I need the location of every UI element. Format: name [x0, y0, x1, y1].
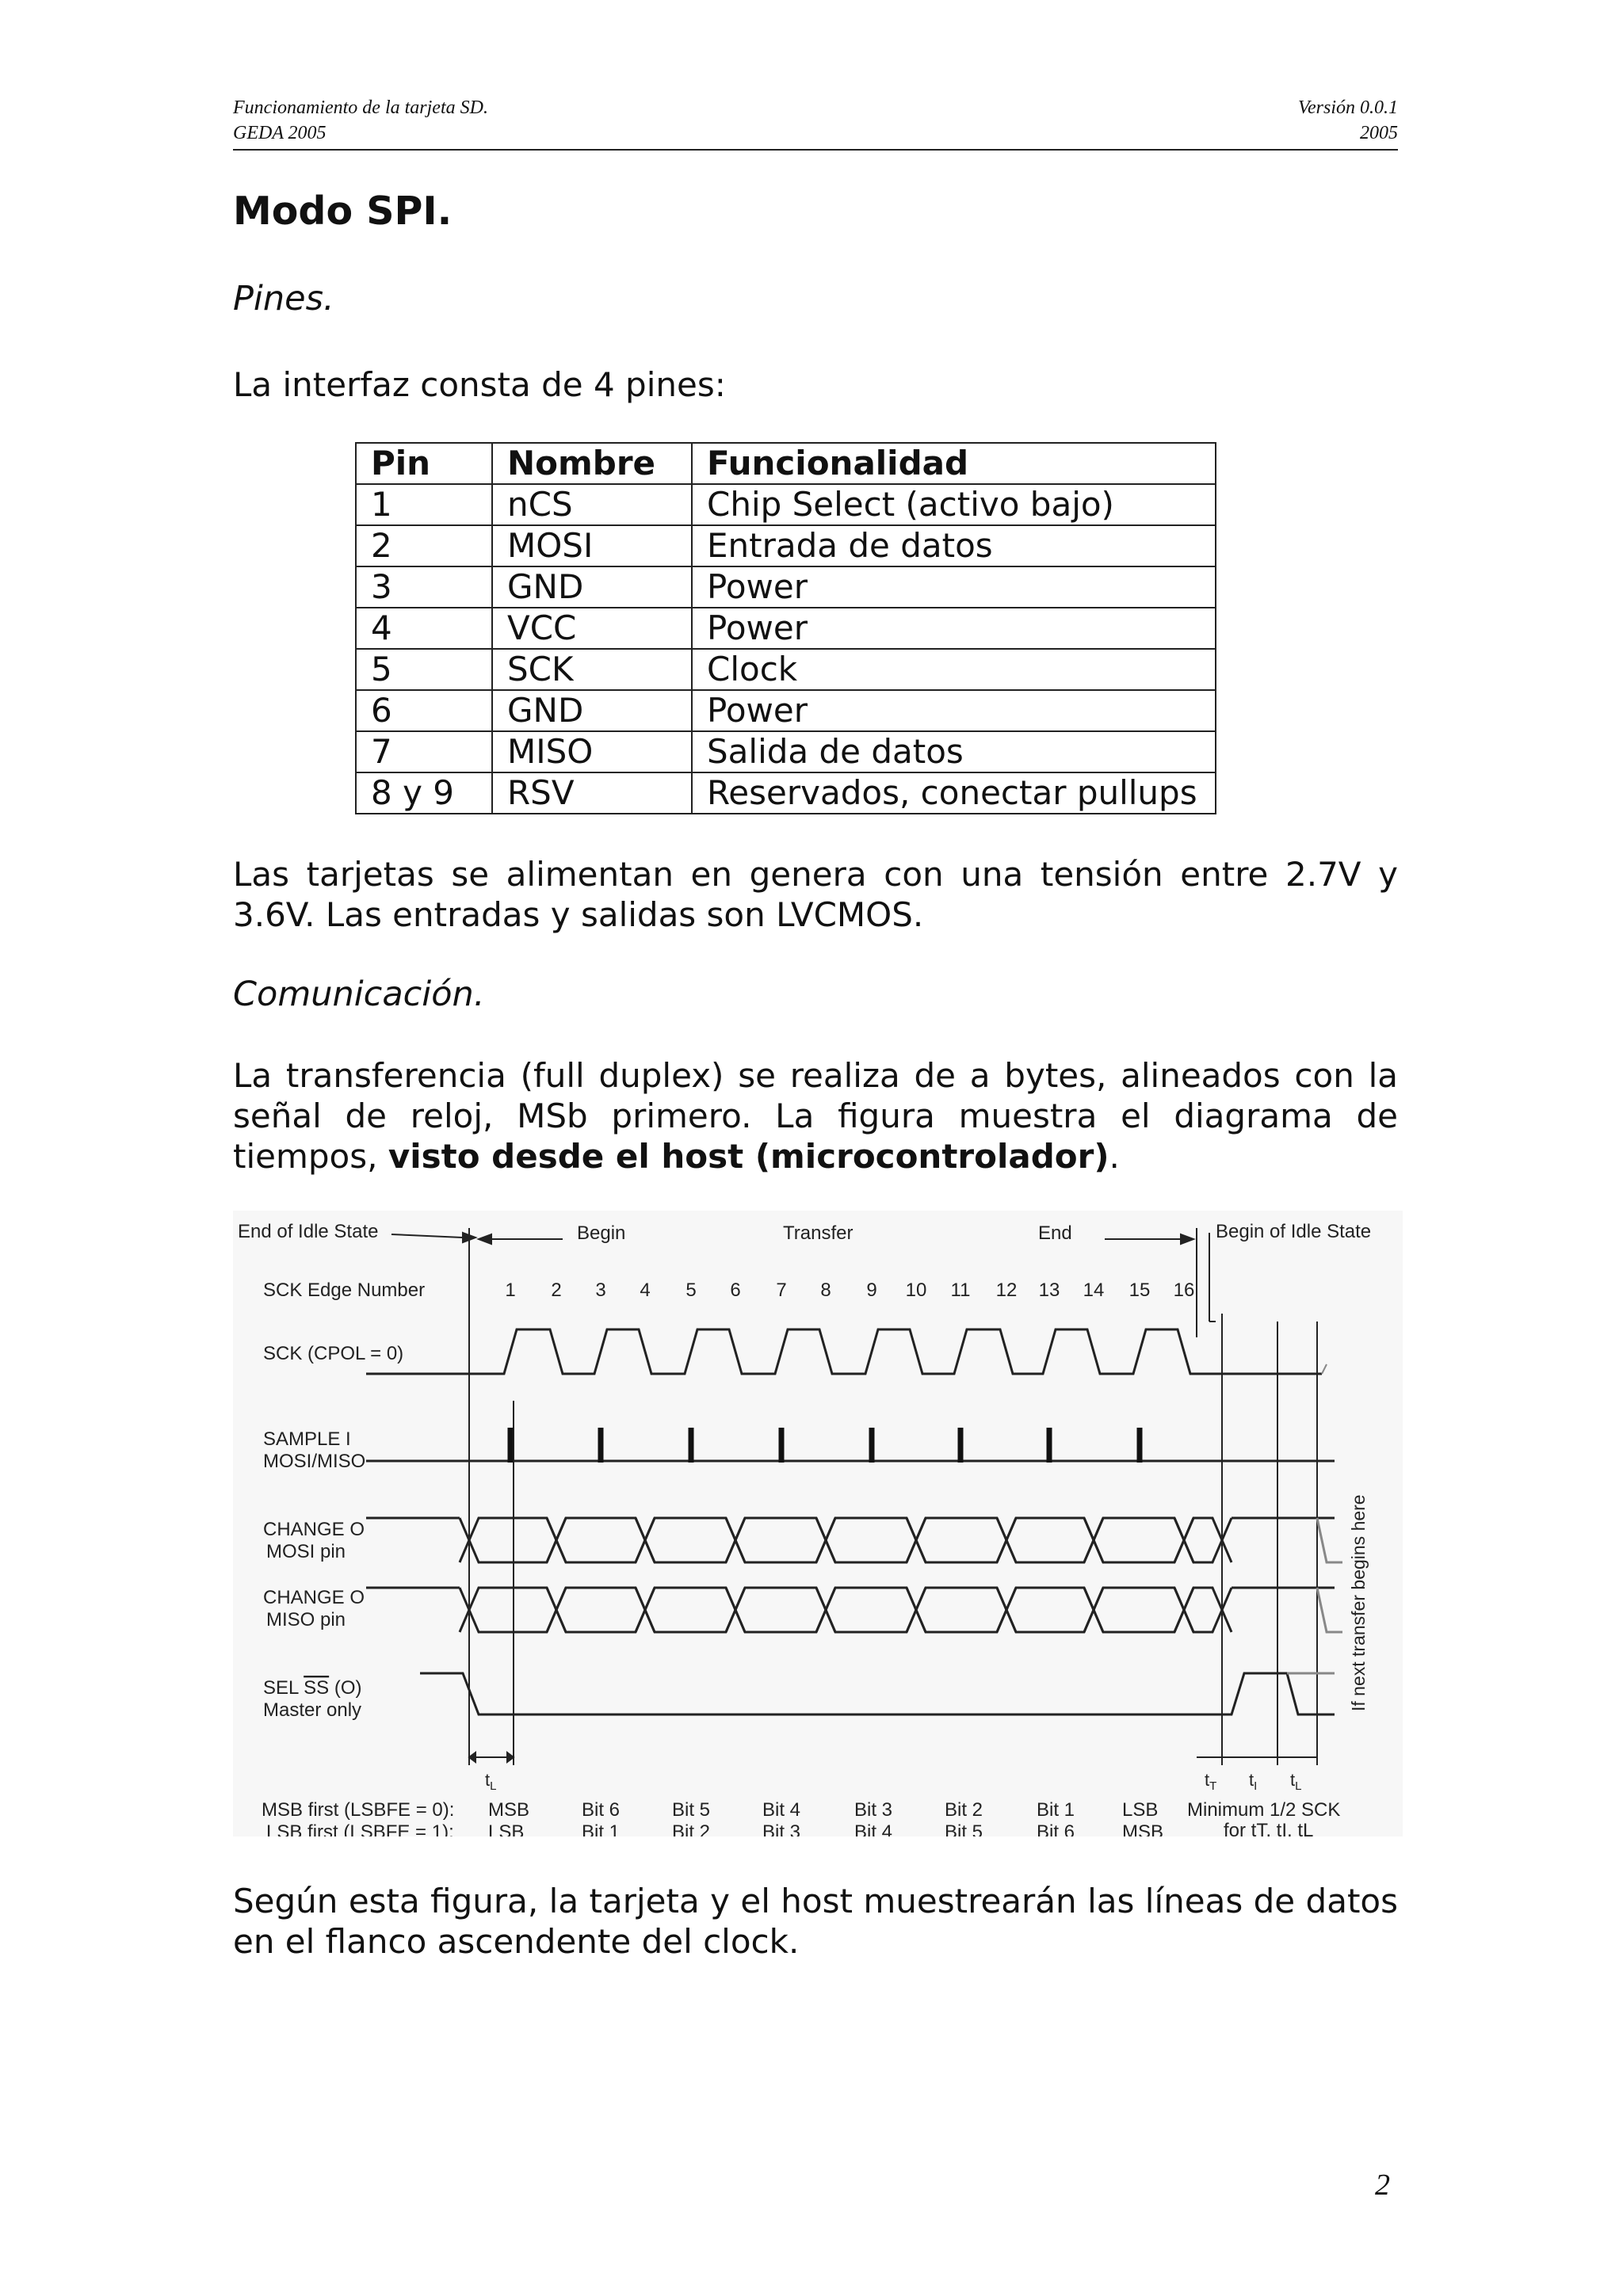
edge-numbers	[505, 1280, 1194, 1301]
lsb-bit-label: Bit 2	[672, 1821, 711, 1836]
edge-number: 1	[505, 1280, 516, 1301]
cell-funcion: Salida de datos	[692, 731, 1216, 772]
cell-funcion: Power	[692, 566, 1216, 608]
header-version: Versión 0.0.1	[1298, 97, 1398, 118]
msb-bit-label: Bit 6	[582, 1799, 621, 1821]
msb-bit-label: Bit 1	[1037, 1799, 1075, 1821]
msb-bit-label: LSB	[1122, 1799, 1159, 1821]
cell-funcion: Entrada de datos	[692, 525, 1216, 566]
cell-funcion: Power	[692, 690, 1216, 731]
sck-waveform	[366, 1329, 1322, 1374]
row-label-sel-2: Master only	[263, 1699, 362, 1721]
cell-nombre: GND	[492, 690, 692, 731]
table-row	[356, 484, 1216, 525]
cell-nombre: RSV	[492, 772, 692, 814]
cell-nombre: VCC	[492, 608, 692, 649]
lsb-bit-label: Bit 5	[945, 1821, 983, 1836]
edge-number: 16	[1173, 1280, 1195, 1301]
power-paragraph: Las tarjetas se alimentan en genera con una tensión entre 2.7V y 3.6V. Las entradas y salidas son LVCMOS.	[233, 855, 1398, 934]
header-year: 2005	[1360, 123, 1398, 143]
ti-label: $t_I$	[1249, 1770, 1258, 1793]
miso-bus	[366, 1588, 1342, 1632]
cell-funcion: Reservados, conectar pullups	[692, 772, 1216, 814]
sel-text-a: SEL	[263, 1677, 304, 1699]
cell-pin: 5	[356, 649, 492, 690]
edge-number: 4	[640, 1280, 651, 1301]
table-header-row	[356, 443, 1216, 484]
msb-bits	[488, 1799, 1158, 1821]
tl-right: $t_L$	[1290, 1770, 1302, 1793]
bus-segment	[1174, 1588, 1232, 1632]
timing-markers	[469, 1753, 1317, 1762]
lsb-bit-label: LSB	[488, 1821, 525, 1836]
min-sck-line2: for tT, tI, tL	[1224, 1820, 1314, 1836]
edge-number: 7	[776, 1280, 787, 1301]
msb-bit-label: MSB	[488, 1799, 530, 1821]
table-row	[356, 525, 1216, 566]
row-label-sample-1: SAMPLE I	[263, 1428, 351, 1450]
page-number: 2	[1375, 2168, 1390, 2202]
arrow-head	[1181, 1234, 1193, 1244]
row-label-sel	[263, 1677, 361, 1699]
edge-number: 13	[1038, 1280, 1060, 1301]
col-header-funcionalidad: Funcionalidad	[692, 443, 1216, 484]
bus-segment	[1174, 1518, 1232, 1562]
row-label-sck: SCK (CPOL = 0)	[263, 1343, 404, 1364]
col-header-nombre: Nombre	[492, 443, 692, 484]
bus-next	[1317, 1518, 1342, 1562]
cell-pin: 3	[356, 566, 492, 608]
edge-number: 2	[551, 1280, 562, 1301]
min-sck-line1: Minimum 1/2 SCK	[1187, 1799, 1341, 1821]
label-begin-idle: Begin of Idle State	[1216, 1221, 1372, 1242]
comm-text-start: La transferencia (full duplex) se realiza de a bytes, alineados con la señal de reloj, MSb primero. La figura muestra el diagrama de tiempos,	[233, 1056, 1398, 1176]
header-group: GEDA 2005	[233, 123, 327, 143]
cell-nombre: MOSI	[492, 525, 692, 566]
intro-text: La interfaz consta de 4 pines:	[233, 365, 726, 404]
edge-number: 3	[595, 1280, 606, 1301]
comm-text-bold: visto desde el host (microcontrolador)	[388, 1137, 1109, 1176]
sel-text-ss: SS	[304, 1677, 330, 1699]
bit-order	[262, 1799, 1340, 1836]
row-label-sck-edge: SCK Edge Number	[263, 1280, 426, 1301]
cell-pin: 7	[356, 731, 492, 772]
edge-number: 6	[730, 1280, 741, 1301]
table-row	[356, 566, 1216, 608]
page-header	[233, 95, 1398, 151]
header-doc-title: Funcionamiento de la tarjeta SD.	[233, 97, 488, 118]
cell-pin: 2	[356, 525, 492, 566]
subsection-comm: Comunicación.	[233, 974, 485, 1014]
section-title: Modo SPI.	[233, 189, 453, 234]
lsb-bit-label: Bit 4	[854, 1821, 893, 1836]
msb-bit-label: Bit 2	[945, 1799, 983, 1821]
row-label-mosi-1: CHANGE O	[263, 1519, 365, 1540]
spi-timing-diagram	[233, 1211, 1403, 1836]
cell-pin: 8 y 9	[356, 772, 492, 814]
table-row	[356, 608, 1216, 649]
sample-ticks	[510, 1428, 1140, 1463]
cell-pin: 6	[356, 690, 492, 731]
comm-paragraph	[233, 1055, 1398, 1177]
table-row	[356, 649, 1216, 690]
cell-nombre: SCK	[492, 649, 692, 690]
msb-bit-label: Bit 4	[762, 1799, 801, 1821]
cell-nombre: GND	[492, 566, 692, 608]
label-end: End	[1038, 1222, 1072, 1244]
cell-funcion: Clock	[692, 649, 1216, 690]
cell-nombre: MISO	[492, 731, 692, 772]
cell-funcion: Chip Select (activo bajo)	[692, 484, 1216, 525]
table-row	[356, 772, 1216, 814]
next-transfer-note: If next transfer begins here	[1348, 1494, 1369, 1711]
cell-pin: 1	[356, 484, 492, 525]
msb-first-label: MSB first (LSBFE = 0):	[262, 1799, 455, 1821]
subsection-pins: Pines.	[233, 279, 334, 318]
pin-table	[355, 442, 1216, 814]
edge-number: 12	[995, 1280, 1018, 1301]
msb-bit-label: Bit 5	[672, 1799, 711, 1821]
tt-label: $t_T$	[1205, 1770, 1217, 1793]
arrow-head	[479, 1234, 491, 1244]
row-label-miso-2: MISO pin	[266, 1609, 346, 1630]
timing-labels	[485, 1770, 1301, 1793]
cell-pin: 4	[356, 608, 492, 649]
comm-text-end: .	[1109, 1137, 1120, 1176]
tl-left: $t_L$	[485, 1770, 497, 1793]
edge-number: 8	[820, 1280, 831, 1301]
ss-waveform	[420, 1673, 1335, 1714]
lsb-bit-label: Bit 6	[1037, 1821, 1075, 1836]
closing-paragraph: Según esta figura, la tarjeta y el host muestrearán las líneas de datos en el flanco ascendente del clock.	[233, 1882, 1398, 1961]
lsb-bits	[488, 1821, 1163, 1836]
row-label-mosi-2: MOSI pin	[266, 1541, 346, 1562]
col-header-pin: Pin	[356, 443, 492, 484]
table-row	[356, 731, 1216, 772]
timing-diagram-svg	[233, 1211, 1403, 1836]
row-label-sample-2: MOSI/MISO	[263, 1451, 366, 1472]
edge-number: 10	[905, 1280, 927, 1301]
edge-number: 11	[950, 1280, 971, 1301]
sck-next-edge	[1322, 1364, 1327, 1374]
lsb-bit-label: MSB	[1122, 1821, 1164, 1836]
cell-funcion: Power	[692, 608, 1216, 649]
label-end-idle: End of Idle State	[238, 1221, 379, 1242]
sel-text-c: (O)	[329, 1677, 362, 1699]
guide-lines	[469, 1228, 1317, 1765]
label-begin: Begin	[577, 1222, 626, 1244]
mosi-bus	[366, 1518, 1342, 1562]
edge-number: 9	[866, 1280, 877, 1301]
lsb-bit-label: Bit 3	[762, 1821, 801, 1836]
edge-number: 14	[1083, 1280, 1105, 1301]
table-row	[356, 690, 1216, 731]
cell-nombre: nCS	[492, 484, 692, 525]
label-transfer: Transfer	[783, 1222, 854, 1244]
lsb-first-label: LSB first (LSBFE = 1):	[266, 1821, 454, 1836]
bus-next	[1317, 1588, 1342, 1632]
msb-bit-label: Bit 3	[854, 1799, 893, 1821]
lsb-bit-label: Bit 1	[582, 1821, 621, 1836]
edge-number: 15	[1128, 1280, 1151, 1301]
edge-number: 5	[685, 1280, 697, 1301]
row-label-miso-1: CHANGE O	[263, 1587, 365, 1608]
